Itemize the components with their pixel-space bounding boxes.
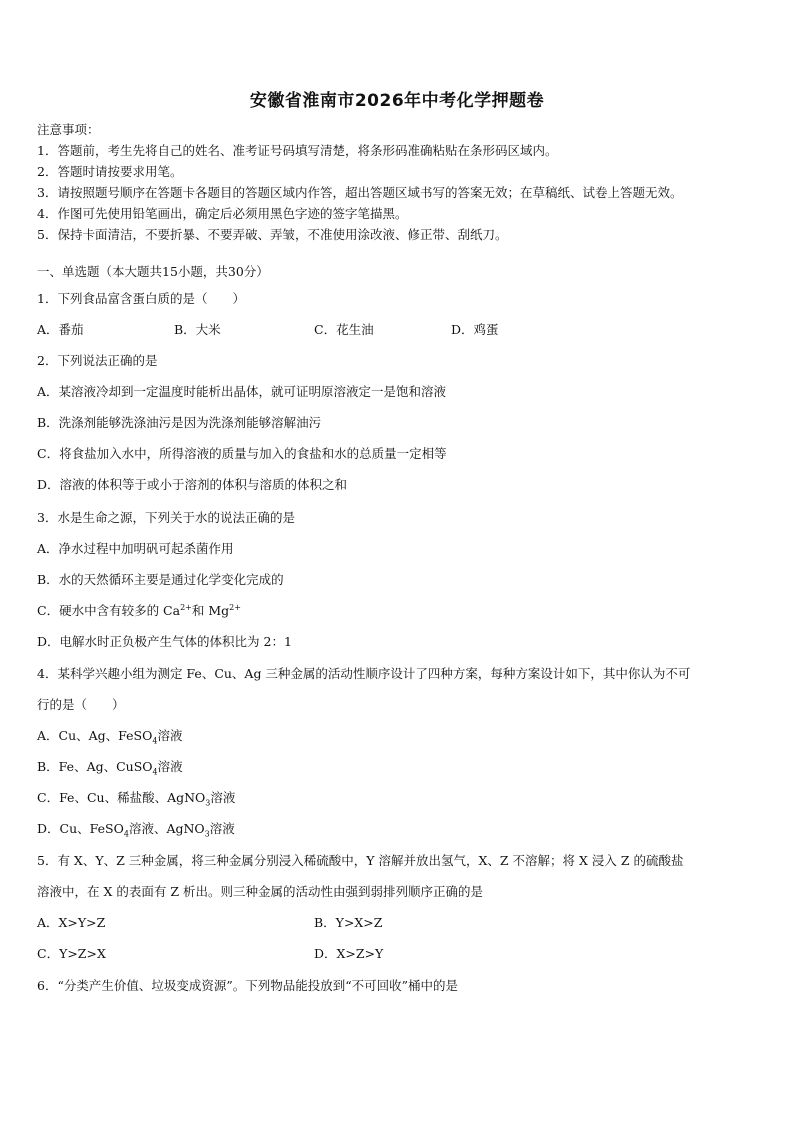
question-stem-cont: 行的是（ ）	[37, 697, 125, 712]
option-c-text: C．硬水中含有较多的 Ca	[37, 603, 181, 618]
option-c-text: 和 Mg	[191, 603, 230, 618]
question-2	[37, 345, 759, 500]
question-1	[37, 283, 759, 345]
notice-block	[37, 119, 767, 245]
options-row	[37, 938, 759, 969]
option-d: D．X>Z>Y	[314, 946, 384, 961]
option-a: A．某溶液冷却到一定温度时能析出晶体，就可证明原溶液定一是饱和溶液	[37, 384, 447, 399]
subscript: 4	[123, 829, 129, 839]
question-stem: 4．某科学兴趣小组为测定 Fe、Cu、Ag 三种金属的活动性顺序设计了四种方案，每种方案设计如下，其中你认为不可	[37, 666, 691, 681]
notice-item: 3．请按照题号顺序在答题卡各题目的答题区域内作答，超出答题区域书写的答案无效；在草稿纸、试卷上答题无效。	[37, 185, 683, 200]
option-d-text: 溶液、AgNO	[128, 821, 205, 836]
question-stem-cont: 溶液中，在 X 的表面有 Z 析出。则三种金属的活动性由强到弱排列顺序正确的是	[37, 884, 483, 899]
subscript: 4	[152, 736, 158, 746]
option-d: D．溶液的体积等于或小于溶剂的体积与溶质的体积之和	[37, 477, 348, 492]
option-b-text: 溶液	[157, 759, 183, 774]
subscript: 4	[152, 767, 158, 777]
option-c	[37, 595, 759, 626]
question-4	[37, 658, 759, 844]
question-6	[37, 970, 759, 1001]
option-d-text: 溶液	[209, 821, 235, 836]
option-b: B．洗涤剂能够洗涤油污是因为洗涤剂能够溶解油污	[37, 415, 322, 430]
option-b-text: B．Fe、Ag、CuSO	[37, 759, 153, 774]
notice-heading: 注意事项：	[37, 122, 100, 137]
option-b: B．大米	[174, 322, 221, 337]
option-a	[37, 720, 759, 751]
option-d-text: D．Cu、FeSO	[37, 821, 124, 836]
question-stem: 2．下列说法正确的是	[37, 353, 158, 368]
option-d	[37, 813, 759, 844]
options-row	[37, 314, 759, 345]
question-stem: 6．“分类产生价值、垃圾变成资源”。下列物品能投放到“不可回收”桶中的是	[37, 978, 459, 993]
option-a-text: A．Cu、Ag、FeSO	[37, 728, 153, 743]
option-a-text: 溶液	[157, 728, 183, 743]
option-a: A．番茄	[37, 322, 84, 337]
option-b	[37, 751, 759, 782]
option-c-text: C．Fe、Cu、稀盐酸、AgNO	[37, 790, 206, 805]
notice-item: 4．作图可先使用铅笔画出，确定后必须用黑色字迹的签字笔描黑。	[37, 206, 408, 221]
option-d: D．鸡蛋	[451, 322, 499, 337]
question-stem: 5．有 X、Y、Z 三种金属，将三种金属分别浸入稀硫酸中，Y 溶解并放出氢气，X、Z 不溶解；将 X 浸入 Z 的硫酸盐	[37, 853, 684, 868]
question-3	[37, 502, 759, 657]
option-c-text: 溶液	[210, 790, 236, 805]
option-b: B．水的天然循环主要是通过化学变化完成的	[37, 572, 284, 587]
subscript: 3	[204, 829, 210, 839]
notice-item: 1．答题前，考生先将自己的姓名、准考证号码填写清楚，将条形码准确粘贴在条形码区域内。	[37, 143, 558, 158]
notice-item: 2．答题时请按要求用笔。	[37, 164, 183, 179]
ion-charge: 2+	[229, 602, 241, 612]
option-a: A．X>Y>Z	[37, 915, 106, 930]
ion-charge: 2+	[180, 602, 192, 612]
option-c: C．花生油	[314, 322, 374, 337]
option-d: D．电解水时正负极产生气体的体积比为 2：1	[37, 634, 292, 649]
options-row	[37, 907, 759, 938]
question-5	[37, 845, 759, 969]
option-c: C．将食盐加入水中，所得溶液的质量与加入的食盐和水的总质量一定相等	[37, 446, 447, 461]
page-title: 安徽省淮南市2026年中考化学押题卷	[249, 91, 545, 111]
question-stem: 3．水是生命之源，下列关于水的说法正确的是	[37, 510, 295, 525]
option-c	[37, 782, 759, 813]
option-b: B．Y>X>Z	[314, 915, 383, 930]
subscript: 3	[205, 798, 211, 808]
option-c: C．Y>Z>X	[37, 946, 106, 961]
section-heading: 一、单选题（本大题共15小题，共30分）	[37, 264, 269, 279]
notice-item: 5．保持卡面清洁，不要折暴、不要弄破、弄皱，不准使用涂改液、修正带、刮纸刀。	[37, 227, 508, 242]
question-stem: 1．下列食品富含蛋白质的是（ ）	[37, 291, 245, 306]
option-a: A．净水过程中加明矾可起杀菌作用	[37, 541, 234, 556]
